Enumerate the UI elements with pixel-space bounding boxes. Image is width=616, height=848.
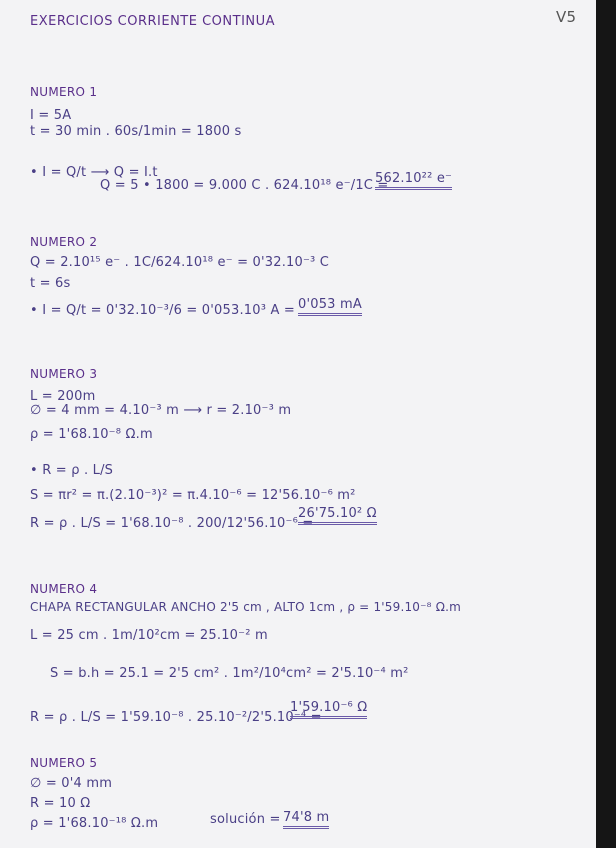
exercise-3-line: ρ = 1'68.10⁻⁸ Ω.m [30,427,153,442]
exercise-4-line: L = 25 cm . 1m/10²cm = 25.10⁻² m [30,628,268,643]
exercise-3-line: L = 200m [30,389,96,404]
exercise-5-line: ρ = 1'68.10⁻¹⁸ Ω.m [30,816,159,831]
page-shadow-edge [596,0,616,848]
exercise-4-line: S = b.h = 25.1 = 2'5 cm² . 1m²/10⁴cm² = 2'5.10⁻⁴ m² [50,666,409,681]
exercise-5-line: ∅ = 0'4 mm [30,776,113,791]
exercise-2-answer: 0'053 mA [298,297,362,316]
exercise-3-line: ∅ = 4 mm = 4.10⁻³ m ⟶ r = 2.10⁻³ m [30,403,292,418]
exercise-2-heading: NUMERO 2 [30,235,98,249]
exercise-4-heading: NUMERO 4 [30,582,98,596]
page-title: EXERCICIOS CORRIENTE CONTINUA [30,14,276,29]
exercise-1-line: t = 30 min . 60s/1min = 1800 s [30,124,242,139]
exercise-5-answer: 74'8 m [283,810,329,829]
exercise-1-line: Q = 5 • 1800 = 9.000 C . 624.10¹⁸ e⁻/1C = [100,178,389,193]
exercise-2-line: Q = 2.10¹⁵ e⁻ . 1C/624.10¹⁸ e⁻ = 0'32.10⁻³ C [30,255,330,270]
page-number: V5 [556,8,577,26]
exercise-4-line: CHAPA RECTANGULAR ANCHO 2'5 cm , ALTO 1cm , ρ = 1'59.10⁻⁸ Ω.m [30,600,461,614]
exercise-5-line: R = 10 Ω [30,796,91,811]
exercise-5-heading: NUMERO 5 [30,756,98,770]
exercise-1-line: I = 5A [30,108,72,123]
exercise-3-line: • R = ρ . L/S [30,463,114,478]
exercise-2-line: • I = Q/t = 0'32.10⁻³/6 = 0'053.10³ A = [30,303,295,318]
exercise-3-answer: 26'75.10² Ω [298,506,377,525]
exercise-3-line: S = πr² = π.(2.10⁻³)² = π.4.10⁻⁶ = 12'56.10⁻⁶ m² [30,488,356,503]
exercise-4-answer: 1'59.10⁻⁶ Ω [290,700,367,719]
exercise-1-answer: 562.10²² e⁻ [375,171,452,190]
solution-label: solución = [210,812,281,827]
exercise-3-line: R = ρ . L/S = 1'68.10⁻⁸ . 200/12'56.10⁻⁶ = [30,516,314,531]
exercise-1-line: • I = Q/t ⟶ Q = I.t [30,165,158,180]
exercise-3-heading: NUMERO 3 [30,367,98,381]
exercise-4-line: R = ρ . L/S = 1'59.10⁻⁸ . 25.10⁻²/2'5.10⁻⁴ = [30,710,322,725]
exercise-2-line: t = 6s [30,276,71,291]
exercise-1-heading: NUMERO 1 [30,85,98,99]
